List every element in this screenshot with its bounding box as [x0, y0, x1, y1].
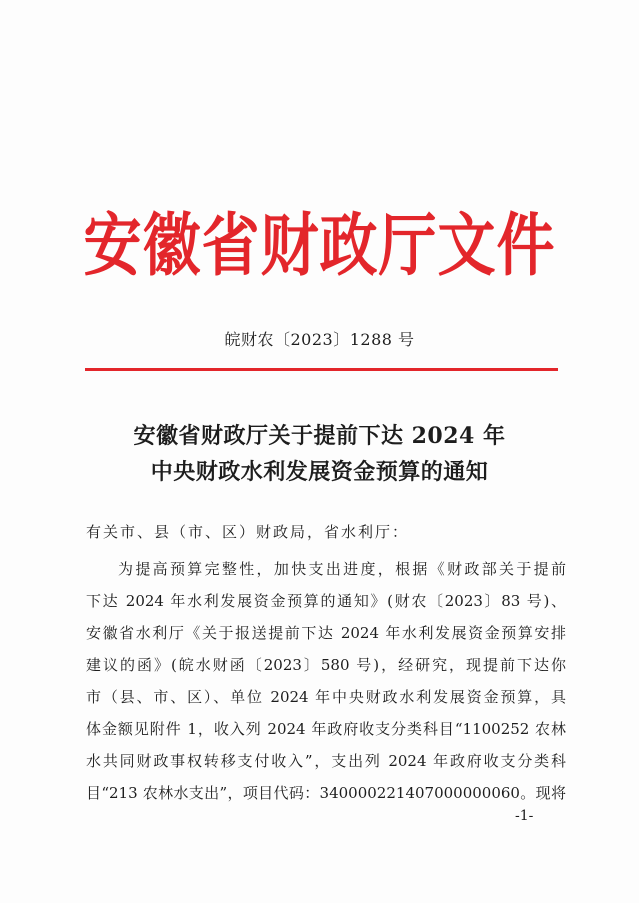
body-line: 为提高预算完整性，加快支出进度，根据《财政部关于提前 [118, 560, 566, 578]
body-line: 市（县、市、区）、单位 2024 年中央财政水利发展资金预算，具 [86, 688, 566, 706]
notice-title [0, 418, 639, 490]
body-paragraph [86, 553, 566, 809]
page-number: -1- [515, 808, 534, 824]
body-line: 安徽省水利厅《关于报送提前下达 2024 年水利发展资金预算安排 [86, 624, 566, 642]
body-line: 目“213 农林水支出”，项目代码：340000221407000000060。现将 [86, 784, 566, 802]
body-line: 建议的函》(皖水财函〔2023〕580 号)，经研究，现提前下达你 [86, 656, 566, 674]
document-number: 皖财农〔2023〕1288 号 [224, 330, 415, 349]
body-line: 体金额见附件 1，收入列 2024 年政府收支分类科目“1100252 农林 [86, 720, 566, 738]
body-line: 下达 2024 年水利发展资金预算的通知》(财农〔2023〕83 号)、 [86, 592, 566, 610]
body-line: 水共同财政事权转移支付收入”，支出列 2024 年政府收支分类科 [86, 752, 566, 770]
addressee: 有关市、县（市、区）财政局，省水利厅： [86, 523, 410, 541]
red-separator-line [85, 368, 558, 371]
notice-title-line-2: 中央财政水利发展资金预算的通知 [150, 459, 489, 485]
masthead-title: 安徽省财政厅文件 [83, 205, 556, 286]
notice-title-line-1: 安徽省财政厅关于提前下达 2024 年 [133, 423, 506, 449]
